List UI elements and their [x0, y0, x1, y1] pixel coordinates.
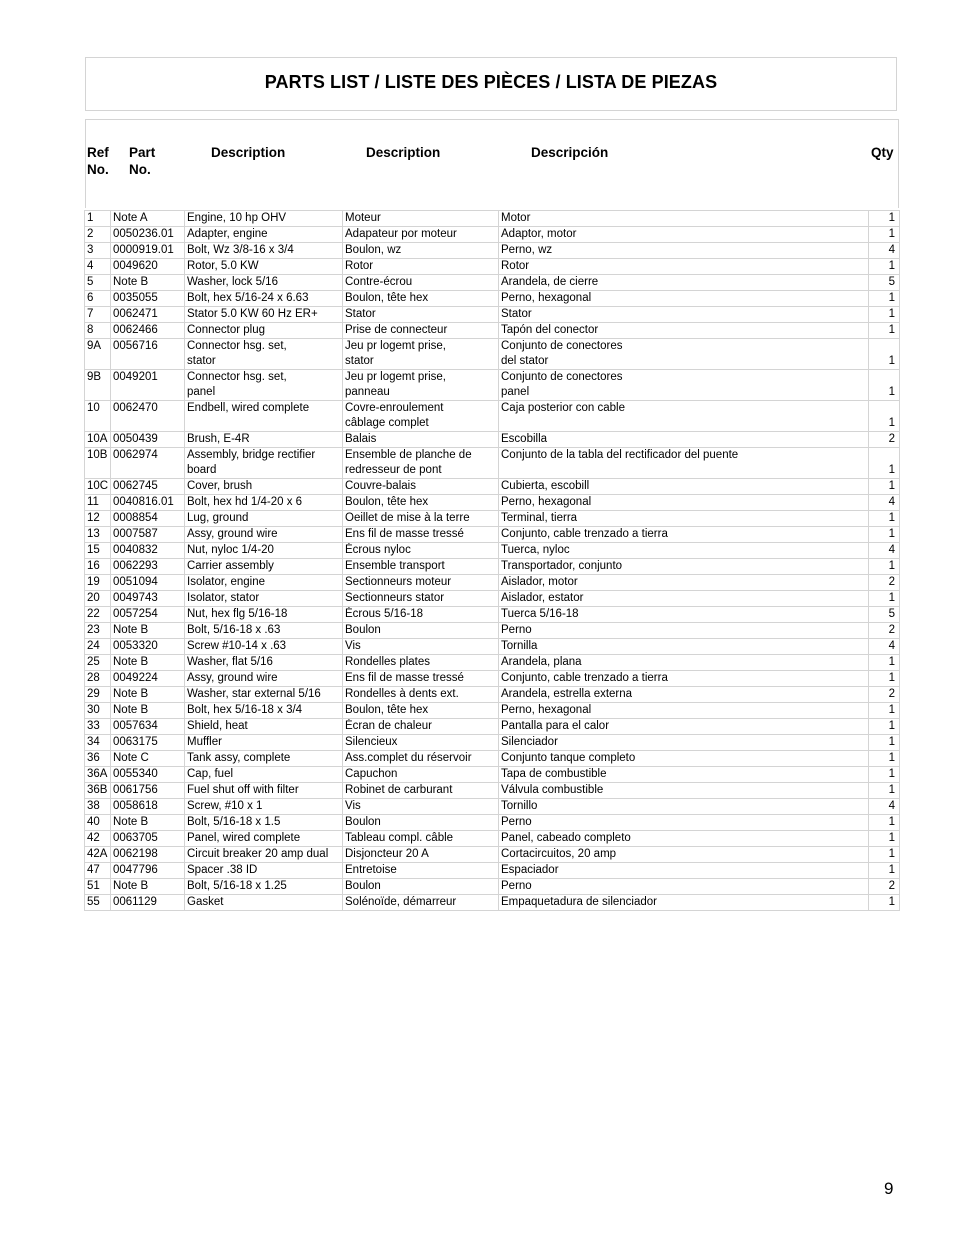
description-fr-cell: Boulon, tête hex: [343, 291, 499, 307]
table-row: [85, 623, 900, 639]
ref-cell: 16: [85, 559, 111, 575]
description-fr-cell: Jeu pr logemt prise, panneau: [343, 370, 499, 401]
description-fr-cell: Vis: [343, 639, 499, 655]
description-fr-cell: Écran de chaleur: [343, 719, 499, 735]
description-fr-cell: Couvre-balais: [343, 479, 499, 495]
description-fr-cell: Entretoise: [343, 863, 499, 879]
table-row: [85, 370, 900, 401]
description-fr-cell: Ass.complet du réservoir: [343, 751, 499, 767]
qty-cell: 1: [869, 863, 900, 879]
description-fr-cell: Capuchon: [343, 767, 499, 783]
table-row: [85, 543, 900, 559]
qty-cell: 1: [869, 895, 900, 911]
description-fr-cell: Contre-écrou: [343, 275, 499, 291]
table-row: [85, 448, 900, 479]
ref-cell: 3: [85, 243, 111, 259]
ref-cell: 1: [85, 211, 111, 227]
ref-cell: 4: [85, 259, 111, 275]
title-box: [85, 57, 897, 111]
ref-cell: 8: [85, 323, 111, 339]
description-es-cell: Tapón del conector: [499, 323, 869, 339]
description-en-cell: Circuit breaker 20 amp dual: [185, 847, 343, 863]
description-es-cell: Tornilla: [499, 639, 869, 655]
table-row: [85, 591, 900, 607]
ref-cell: 10C: [85, 479, 111, 495]
part-number-cell: 0063705: [111, 831, 185, 847]
qty-cell: 1: [869, 783, 900, 799]
description-fr-cell: Stator: [343, 307, 499, 323]
description-es-cell: Cortacircuitos, 20 amp: [499, 847, 869, 863]
ref-cell: 29: [85, 687, 111, 703]
description-es-cell: Perno, wz: [499, 243, 869, 259]
description-es-cell: Silenciador: [499, 735, 869, 751]
ref-cell: 51: [85, 879, 111, 895]
ref-cell: 38: [85, 799, 111, 815]
description-es-cell: Perno, hexagonal: [499, 495, 869, 511]
ref-cell: 30: [85, 703, 111, 719]
table-row: [85, 879, 900, 895]
qty-cell: 4: [869, 543, 900, 559]
table-row: [85, 511, 900, 527]
description-es-cell: Arandela, de cierre: [499, 275, 869, 291]
description-en-cell: Fuel shut off with filter: [185, 783, 343, 799]
qty-cell: 1: [869, 227, 900, 243]
qty-cell: 5: [869, 275, 900, 291]
header-qty: Qty: [871, 145, 894, 160]
description-es-cell: Perno, hexagonal: [499, 703, 869, 719]
part-number-cell: 0053320: [111, 639, 185, 655]
table-row: [85, 863, 900, 879]
qty-cell: 1: [869, 559, 900, 575]
description-en-cell: Bolt, 5/16-18 x 1.25: [185, 879, 343, 895]
description-fr-cell: Boulon, wz: [343, 243, 499, 259]
qty-cell: 1: [869, 291, 900, 307]
description-fr-cell: Ensemble de planche de redresseur de pont: [343, 448, 499, 479]
table-row: [85, 432, 900, 448]
qty-cell: 1: [869, 751, 900, 767]
ref-cell: 12: [85, 511, 111, 527]
qty-cell: 1: [869, 591, 900, 607]
parts-table-body: [85, 211, 900, 911]
qty-cell: 1: [869, 671, 900, 687]
description-es-cell: Terminal, tierra: [499, 511, 869, 527]
description-en-cell: Nut, hex flg 5/16-18: [185, 607, 343, 623]
description-es-cell: Conjunto de conectores panel: [499, 370, 869, 401]
description-fr-cell: Prise de connecteur: [343, 323, 499, 339]
description-en-cell: Muffler: [185, 735, 343, 751]
ref-cell: 15: [85, 543, 111, 559]
qty-cell: 2: [869, 575, 900, 591]
description-fr-cell: Tableau compl. câble: [343, 831, 499, 847]
description-fr-cell: Rondelles à dents ext.: [343, 687, 499, 703]
description-fr-cell: Ensemble transport: [343, 559, 499, 575]
description-es-cell: Tornillo: [499, 799, 869, 815]
table-row: [85, 847, 900, 863]
table-row: [85, 655, 900, 671]
qty-cell: 1: [869, 511, 900, 527]
description-en-cell: Connector hsg. set, stator: [185, 339, 343, 370]
description-es-cell: Conjunto de conectores del stator: [499, 339, 869, 370]
description-en-cell: Rotor, 5.0 KW: [185, 259, 343, 275]
table-row: [85, 339, 900, 370]
description-en-cell: Shield, heat: [185, 719, 343, 735]
qty-cell: 2: [869, 879, 900, 895]
table-row: [85, 307, 900, 323]
description-es-cell: Perno, hexagonal: [499, 291, 869, 307]
ref-cell: 10: [85, 401, 111, 432]
description-en-cell: Gasket: [185, 895, 343, 911]
qty-cell: 1: [869, 815, 900, 831]
description-fr-cell: Boulon: [343, 623, 499, 639]
part-number-cell: 0062466: [111, 323, 185, 339]
qty-cell: 1: [869, 370, 900, 401]
table-row: [85, 703, 900, 719]
description-es-cell: Tapa de combustible: [499, 767, 869, 783]
header-ref-no: Ref No.: [87, 145, 109, 177]
description-fr-cell: Boulon, tête hex: [343, 703, 499, 719]
header-description-es: Descripción: [531, 145, 609, 160]
table-row: [85, 559, 900, 575]
ref-cell: 36A: [85, 767, 111, 783]
ref-cell: 42: [85, 831, 111, 847]
description-fr-cell: Jeu pr logemt prise, stator: [343, 339, 499, 370]
description-fr-cell: Balais: [343, 432, 499, 448]
description-en-cell: Bolt, Wz 3/8-16 x 3/4: [185, 243, 343, 259]
page-number: 9: [884, 1179, 894, 1198]
description-es-cell: Empaquetadura de silenciador: [499, 895, 869, 911]
description-es-cell: Panel, cabeado completo: [499, 831, 869, 847]
description-en-cell: Tank assy, complete: [185, 751, 343, 767]
ref-cell: 9A: [85, 339, 111, 370]
part-number-cell: 0056716: [111, 339, 185, 370]
part-number-cell: 0057634: [111, 719, 185, 735]
ref-cell: 40: [85, 815, 111, 831]
description-en-cell: Washer, flat 5/16: [185, 655, 343, 671]
part-number-cell: 0062471: [111, 307, 185, 323]
part-number-cell: Note B: [111, 879, 185, 895]
ref-cell: 7: [85, 307, 111, 323]
part-number-cell: Note B: [111, 687, 185, 703]
description-fr-cell: Boulon: [343, 815, 499, 831]
part-number-cell: 0051094: [111, 575, 185, 591]
description-es-cell: Conjunto, cable trenzado a tierra: [499, 527, 869, 543]
table-row: [85, 479, 900, 495]
description-es-cell: Aislador, estator: [499, 591, 869, 607]
qty-cell: 1: [869, 323, 900, 339]
qty-cell: 1: [869, 211, 900, 227]
qty-cell: 4: [869, 243, 900, 259]
ref-cell: 36B: [85, 783, 111, 799]
ref-cell: 36: [85, 751, 111, 767]
qty-cell: 1: [869, 448, 900, 479]
description-en-cell: Nut, nyloc 1/4-20: [185, 543, 343, 559]
qty-cell: 1: [869, 259, 900, 275]
part-number-cell: 0040816.01: [111, 495, 185, 511]
qty-cell: 1: [869, 703, 900, 719]
part-number-cell: Note B: [111, 815, 185, 831]
table-header: [85, 119, 899, 208]
qty-cell: 4: [869, 799, 900, 815]
description-es-cell: Tuerca, nyloc: [499, 543, 869, 559]
description-fr-cell: Rondelles plates: [343, 655, 499, 671]
description-en-cell: Assembly, bridge rectifier board: [185, 448, 343, 479]
table-row: [85, 831, 900, 847]
part-number-cell: Note A: [111, 211, 185, 227]
description-en-cell: Isolator, stator: [185, 591, 343, 607]
description-es-cell: Cubierta, escobill: [499, 479, 869, 495]
description-en-cell: Connector hsg. set, panel: [185, 370, 343, 401]
table-row: [85, 401, 900, 432]
ref-cell: 20: [85, 591, 111, 607]
description-es-cell: Perno: [499, 879, 869, 895]
part-number-cell: Note B: [111, 623, 185, 639]
description-en-cell: Connector plug: [185, 323, 343, 339]
table-row: [85, 495, 900, 511]
table-row: [85, 799, 900, 815]
description-fr-cell: Robinet de carburant: [343, 783, 499, 799]
description-fr-cell: Boulon: [343, 879, 499, 895]
description-fr-cell: Solénoïde, démarreur: [343, 895, 499, 911]
description-fr-cell: Adapateur por moteur: [343, 227, 499, 243]
qty-cell: 1: [869, 735, 900, 751]
description-en-cell: Spacer .38 ID: [185, 863, 343, 879]
description-fr-cell: Moteur: [343, 211, 499, 227]
part-number-cell: 0035055: [111, 291, 185, 307]
description-es-cell: Adaptor, motor: [499, 227, 869, 243]
qty-cell: 1: [869, 307, 900, 323]
description-fr-cell: Écrous nyloc: [343, 543, 499, 559]
description-es-cell: Tuerca 5/16-18: [499, 607, 869, 623]
ref-cell: 9B: [85, 370, 111, 401]
description-es-cell: Perno: [499, 815, 869, 831]
ref-cell: 42A: [85, 847, 111, 863]
table-row: [85, 783, 900, 799]
description-en-cell: Washer, star external 5/16: [185, 687, 343, 703]
description-fr-cell: Covre-enroulement câblage complet: [343, 401, 499, 432]
description-es-cell: Transportador, conjunto: [499, 559, 869, 575]
ref-cell: 25: [85, 655, 111, 671]
description-es-cell: Stator: [499, 307, 869, 323]
qty-cell: 1: [869, 527, 900, 543]
description-es-cell: Aislador, motor: [499, 575, 869, 591]
description-es-cell: Pantalla para el calor: [499, 719, 869, 735]
part-number-cell: 0055340: [111, 767, 185, 783]
description-fr-cell: Ens fil de masse tressé: [343, 527, 499, 543]
description-fr-cell: Rotor: [343, 259, 499, 275]
table-row: [85, 639, 900, 655]
description-es-cell: Arandela, estrella externa: [499, 687, 869, 703]
part-number-cell: 0057254: [111, 607, 185, 623]
table-row: [85, 575, 900, 591]
ref-cell: 2: [85, 227, 111, 243]
description-es-cell: Conjunto de la tabla del rectificador del puente: [499, 448, 869, 479]
part-number-cell: 0007587: [111, 527, 185, 543]
description-en-cell: Adapter, engine: [185, 227, 343, 243]
part-number-cell: 0049743: [111, 591, 185, 607]
description-es-cell: Espaciador: [499, 863, 869, 879]
table-row: [85, 259, 900, 275]
ref-cell: 10B: [85, 448, 111, 479]
qty-cell: 2: [869, 687, 900, 703]
description-en-cell: Bolt, 5/16-18 x 1.5: [185, 815, 343, 831]
description-es-cell: Rotor: [499, 259, 869, 275]
header-description-fr: Description: [366, 145, 441, 160]
description-en-cell: Engine, 10 hp OHV: [185, 211, 343, 227]
header-description-en: Description: [211, 145, 286, 160]
description-fr-cell: Sectionneurs stator: [343, 591, 499, 607]
part-number-cell: 0049201: [111, 370, 185, 401]
part-number-cell: 0062470: [111, 401, 185, 432]
header-part-no: Part No.: [129, 145, 156, 177]
part-number-cell: 0050236.01: [111, 227, 185, 243]
description-fr-cell: Sectionneurs moteur: [343, 575, 499, 591]
description-en-cell: Bolt, hex hd 1/4-20 x 6: [185, 495, 343, 511]
ref-cell: 55: [85, 895, 111, 911]
table-row: [85, 323, 900, 339]
description-en-cell: Screw #10-14 x .63: [185, 639, 343, 655]
part-number-cell: 0061756: [111, 783, 185, 799]
qty-cell: 1: [869, 401, 900, 432]
qty-cell: 1: [869, 479, 900, 495]
part-number-cell: 0062745: [111, 479, 185, 495]
ref-cell: 11: [85, 495, 111, 511]
table-row: [85, 767, 900, 783]
ref-cell: 19: [85, 575, 111, 591]
description-en-cell: Cap, fuel: [185, 767, 343, 783]
qty-cell: 1: [869, 719, 900, 735]
part-number-cell: 0061129: [111, 895, 185, 911]
part-number-cell: 0058618: [111, 799, 185, 815]
table-row: [85, 671, 900, 687]
qty-cell: 2: [869, 623, 900, 639]
part-number-cell: 0049620: [111, 259, 185, 275]
description-en-cell: Carrier assembly: [185, 559, 343, 575]
qty-cell: 4: [869, 495, 900, 511]
description-es-cell: Motor: [499, 211, 869, 227]
qty-cell: 1: [869, 847, 900, 863]
qty-cell: 1: [869, 339, 900, 370]
ref-cell: 33: [85, 719, 111, 735]
part-number-cell: 0000919.01: [111, 243, 185, 259]
table-row: [85, 291, 900, 307]
description-en-cell: Stator 5.0 KW 60 Hz ER+: [185, 307, 343, 323]
qty-cell: 2: [869, 432, 900, 448]
description-en-cell: Washer, lock 5/16: [185, 275, 343, 291]
ref-cell: 5: [85, 275, 111, 291]
description-en-cell: Screw, #10 x 1: [185, 799, 343, 815]
ref-cell: 6: [85, 291, 111, 307]
part-number-cell: 0047796: [111, 863, 185, 879]
ref-cell: 24: [85, 639, 111, 655]
part-number-cell: 0062198: [111, 847, 185, 863]
description-fr-cell: Silencieux: [343, 735, 499, 751]
description-en-cell: Isolator, engine: [185, 575, 343, 591]
part-number-cell: Note B: [111, 655, 185, 671]
qty-cell: 1: [869, 831, 900, 847]
description-en-cell: Bolt, hex 5/16-18 x 3/4: [185, 703, 343, 719]
description-en-cell: Cover, brush: [185, 479, 343, 495]
part-number-cell: 0049224: [111, 671, 185, 687]
ref-cell: 47: [85, 863, 111, 879]
description-es-cell: Caja posterior con cable: [499, 401, 869, 432]
ref-cell: 10A: [85, 432, 111, 448]
description-en-cell: Lug, ground: [185, 511, 343, 527]
qty-cell: 1: [869, 767, 900, 783]
part-number-cell: Note B: [111, 275, 185, 291]
parts-table: [84, 210, 900, 911]
description-fr-cell: Écrous 5/16-18: [343, 607, 499, 623]
description-en-cell: Assy, ground wire: [185, 671, 343, 687]
description-en-cell: Bolt, 5/16-18 x .63: [185, 623, 343, 639]
qty-cell: 1: [869, 655, 900, 671]
description-fr-cell: Disjoncteur 20 A: [343, 847, 499, 863]
table-row: [85, 275, 900, 291]
description-en-cell: Panel, wired complete: [185, 831, 343, 847]
description-fr-cell: Boulon, tête hex: [343, 495, 499, 511]
ref-cell: 28: [85, 671, 111, 687]
description-fr-cell: Oeillet de mise à la terre: [343, 511, 499, 527]
part-number-cell: 0062974: [111, 448, 185, 479]
description-es-cell: Conjunto tanque completo: [499, 751, 869, 767]
description-es-cell: Conjunto, cable trenzado a tierra: [499, 671, 869, 687]
table-row: [85, 687, 900, 703]
part-number-cell: 0062293: [111, 559, 185, 575]
ref-cell: 13: [85, 527, 111, 543]
table-row: [85, 227, 900, 243]
table-row: [85, 211, 900, 227]
description-en-cell: Brush, E-4R: [185, 432, 343, 448]
qty-cell: 4: [869, 639, 900, 655]
description-en-cell: Assy, ground wire: [185, 527, 343, 543]
part-number-cell: Note C: [111, 751, 185, 767]
table-row: [85, 243, 900, 259]
table-row: [85, 735, 900, 751]
description-es-cell: Perno: [499, 623, 869, 639]
table-row: [85, 607, 900, 623]
table-row: [85, 719, 900, 735]
part-number-cell: 0063175: [111, 735, 185, 751]
page-title: PARTS LIST / LISTE DES PIÈCES / LISTA DE PIEZAS: [264, 72, 718, 92]
part-number-cell: 0040832: [111, 543, 185, 559]
description-fr-cell: Ens fil de masse tressé: [343, 671, 499, 687]
part-number-cell: Note B: [111, 703, 185, 719]
ref-cell: 34: [85, 735, 111, 751]
table-row: [85, 527, 900, 543]
qty-cell: 5: [869, 607, 900, 623]
table-row: [85, 815, 900, 831]
description-fr-cell: Vis: [343, 799, 499, 815]
table-row: [85, 751, 900, 767]
description-es-cell: Escobilla: [499, 432, 869, 448]
description-en-cell: Bolt, hex 5/16-24 x 6.63: [185, 291, 343, 307]
description-en-cell: Endbell, wired complete: [185, 401, 343, 432]
description-es-cell: Válvula combustible: [499, 783, 869, 799]
part-number-cell: 0050439: [111, 432, 185, 448]
ref-cell: 22: [85, 607, 111, 623]
description-es-cell: Arandela, plana: [499, 655, 869, 671]
part-number-cell: 0008854: [111, 511, 185, 527]
ref-cell: 23: [85, 623, 111, 639]
table-row: [85, 895, 900, 911]
